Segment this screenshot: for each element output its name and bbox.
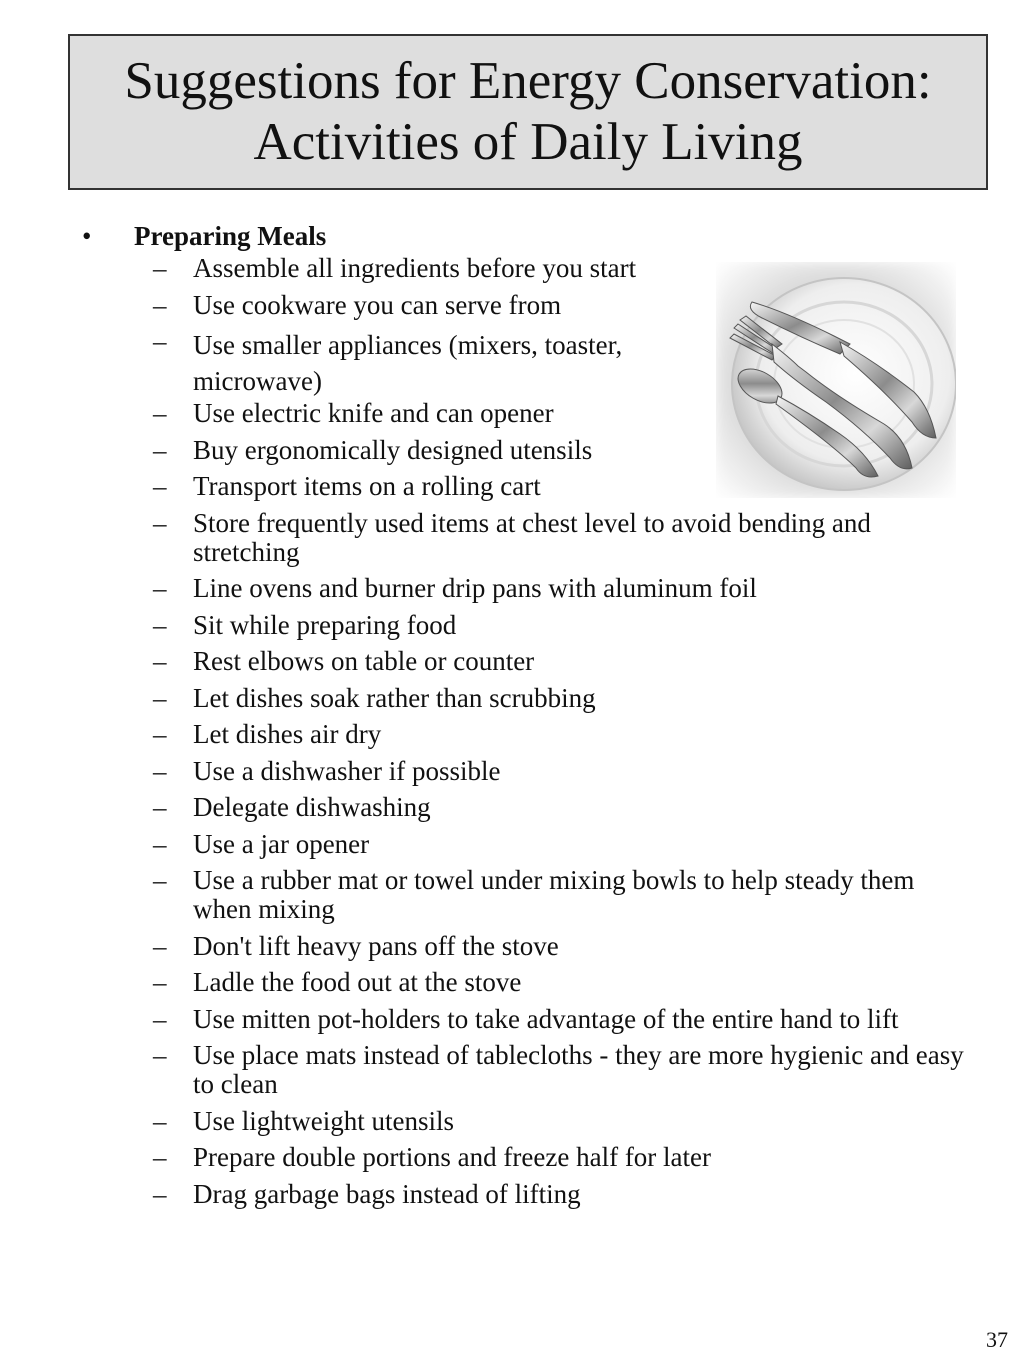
dash-marker: – — [153, 326, 167, 356]
list-item-text: Delegate dishwashing — [193, 792, 431, 822]
dash-marker: – — [153, 1178, 167, 1209]
dash-marker: – — [153, 646, 167, 676]
list-item-text: Use cookware you can serve from — [193, 289, 562, 320]
list-item — [148, 647, 978, 676]
dash-marker: – — [153, 1105, 167, 1136]
list-item-text: Use a dishwasher if possible — [193, 755, 501, 786]
dash-marker: – — [153, 755, 167, 786]
list-item-text: Assemble all ingredients before you start — [193, 253, 637, 283]
page-number: 37 — [986, 1327, 1008, 1352]
list-item-text: Use place mats instead of tablecloths - they are more hygienic and easy to clean — [193, 1040, 964, 1099]
list-item — [148, 1107, 978, 1136]
list-item — [148, 1005, 978, 1034]
list-item-text: Use mitten pot-holders to take advantage of the entire hand to lift — [193, 1003, 899, 1034]
dash-marker: – — [153, 289, 167, 320]
list-item-text: Prepare double portions and freeze half for later — [193, 1142, 712, 1172]
dash-marker: – — [153, 1040, 167, 1070]
list-item — [148, 793, 978, 822]
list-item-text: Transport items on a rolling cart — [193, 471, 541, 501]
dash-marker: – — [153, 930, 167, 961]
title-box — [68, 34, 988, 190]
list-item-text: Rest elbows on table or counter — [193, 646, 535, 676]
dash-marker: – — [153, 434, 167, 465]
dash-marker: – — [153, 967, 167, 997]
dash-marker: – — [153, 1142, 167, 1172]
plate-with-cutlery-icon — [716, 262, 956, 498]
list-item — [148, 932, 978, 961]
list-item-text: Buy ergonomically designed utensils — [193, 434, 593, 465]
section-heading: Preparing Meals — [134, 221, 327, 251]
list-item-text: Use smaller appliances (mixers, toaster, microwave) — [193, 330, 623, 396]
dash-marker: – — [153, 471, 167, 501]
dash-marker: – — [153, 792, 167, 822]
list-item-text: Use electric knife and can opener — [193, 398, 554, 428]
list-item-text: Let dishes soak rather than scrubbing — [193, 682, 596, 713]
list-item — [148, 968, 978, 997]
dash-marker: – — [153, 609, 167, 640]
list-item — [148, 1143, 978, 1172]
list-item-text: Use lightweight utensils — [193, 1105, 454, 1136]
list-item-text: Don't lift heavy pans off the stove — [193, 930, 559, 961]
dash-marker: – — [153, 682, 167, 713]
list-item — [148, 866, 978, 924]
list-item-text: Use a jar opener — [193, 828, 370, 859]
dash-marker: – — [153, 1003, 167, 1034]
list-item-text: Line ovens and burner drip pans with aluminum foil — [193, 573, 757, 603]
list-item-text: Drag garbage bags instead of lifting — [193, 1178, 581, 1209]
list-item-text: Store frequently used items at chest level to avoid bending and stretching — [193, 507, 871, 567]
dash-marker: – — [153, 573, 167, 603]
list-item-text: Sit while preparing food — [193, 609, 457, 640]
dash-marker: – — [153, 253, 167, 283]
list-item-text: Ladle the food out at the stove — [193, 967, 522, 997]
list-item-text: Use a rubber mat or towel under mixing bowls to help steady them when mixing — [193, 865, 915, 924]
list-item — [148, 720, 978, 749]
list-item — [148, 574, 978, 603]
list-item — [148, 509, 978, 567]
list-item-text: Let dishes air dry — [193, 719, 382, 749]
page-title-line-1: Suggestions for Energy Conservation: — [124, 52, 932, 110]
list-item — [148, 1041, 978, 1099]
bullet-marker: • — [82, 221, 92, 251]
dash-marker: – — [153, 828, 167, 859]
page-title-line-2: Activities of Daily Living — [253, 113, 803, 171]
list-item — [148, 757, 978, 786]
list-item — [148, 611, 978, 640]
list-item — [148, 684, 978, 713]
dash-marker: – — [153, 865, 167, 895]
list-item — [148, 830, 978, 859]
dash-marker: – — [153, 398, 167, 428]
list-item — [148, 1180, 978, 1209]
dash-marker: – — [153, 507, 167, 538]
dash-marker: – — [153, 719, 167, 749]
